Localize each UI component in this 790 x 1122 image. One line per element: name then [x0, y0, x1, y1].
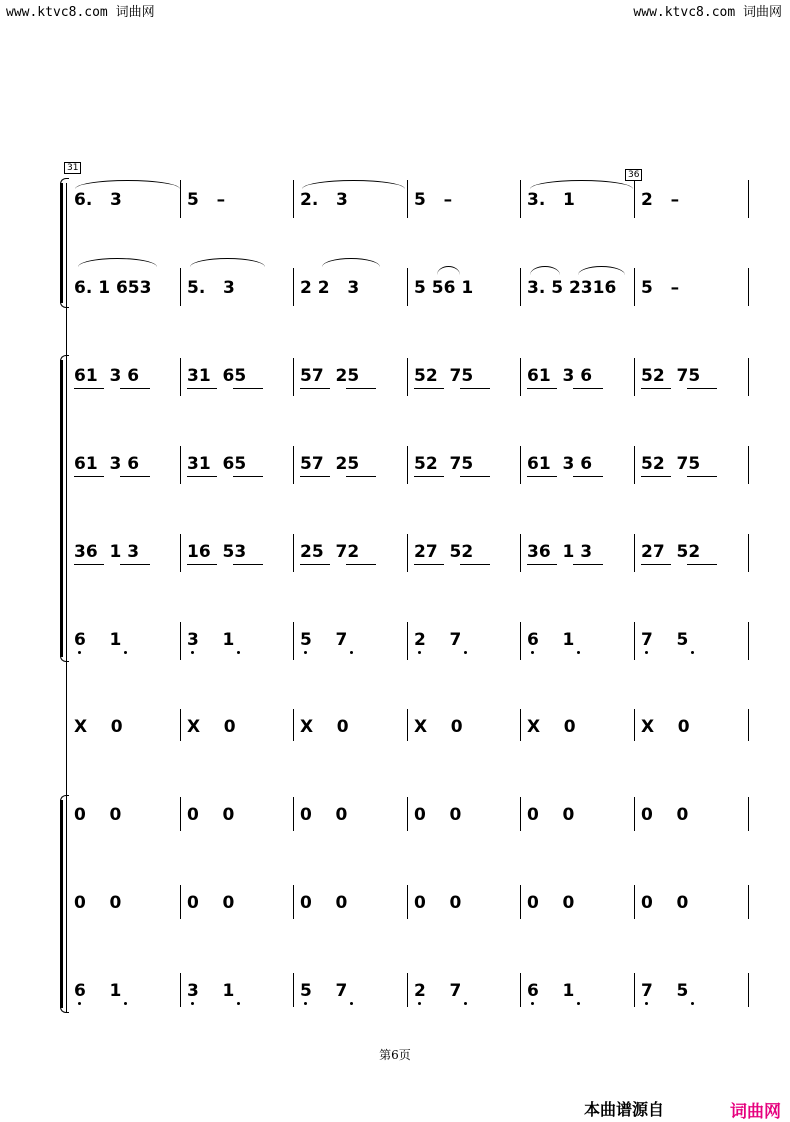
bar-line — [520, 797, 521, 831]
beam-underline — [120, 388, 150, 389]
bar-line — [180, 358, 181, 396]
staff-row — [0, 542, 790, 572]
beam-underline — [346, 476, 376, 477]
measure-notes: 52 75 — [414, 366, 474, 386]
beam-underline — [527, 388, 557, 389]
measure-notes: 61 3 6 — [527, 366, 593, 386]
octave-dot — [237, 1002, 240, 1005]
slur — [190, 258, 265, 267]
bar-line — [293, 622, 294, 660]
octave-dot — [418, 1002, 421, 1005]
beam-underline — [300, 476, 330, 477]
measure-notes: 7 5 — [641, 630, 689, 650]
beam-underline — [187, 476, 217, 477]
watermark-right: www.ktvc8.com 词曲网 — [633, 5, 782, 20]
beam-underline — [687, 476, 717, 477]
measure-notes: 25 72 — [300, 542, 360, 562]
measure-notes: 2 7 — [414, 981, 462, 1001]
beam-underline — [74, 476, 104, 477]
bar-line — [748, 973, 749, 1007]
beam-underline — [414, 476, 444, 477]
bar-line — [634, 885, 635, 919]
bar-line — [407, 885, 408, 919]
measure-notes: 36 1 3 — [527, 542, 593, 562]
bar-line — [180, 973, 181, 1007]
bar-line — [407, 446, 408, 484]
beam-underline — [460, 564, 490, 565]
beam-underline — [120, 564, 150, 565]
beam-underline — [527, 564, 557, 565]
measure-notes: 5 7 — [300, 981, 348, 1001]
bar-line — [180, 797, 181, 831]
octave-dot — [304, 1002, 307, 1005]
octave-dot — [645, 651, 648, 654]
bar-line — [520, 885, 521, 919]
staff-row — [0, 278, 790, 308]
measure-notes: 0 0 — [187, 805, 235, 825]
staff-row — [0, 981, 790, 1011]
measure-notes: 36 1 3 — [74, 542, 140, 562]
octave-dot — [124, 651, 127, 654]
beam-underline — [573, 564, 603, 565]
slur — [530, 180, 633, 189]
beam-underline — [300, 564, 330, 565]
measure-notes: 16 53 — [187, 542, 247, 562]
octave-dot — [350, 651, 353, 654]
measure-notes: 5. 3 — [187, 278, 235, 298]
measure-notes: 57 25 — [300, 366, 360, 386]
source-label: 本曲谱源自 — [584, 1100, 665, 1119]
bar-line — [293, 268, 294, 306]
measure-notes: X 0 — [414, 717, 463, 737]
staff-row — [0, 366, 790, 396]
octave-dot — [78, 651, 81, 654]
octave-dot — [531, 1002, 534, 1005]
measure-notes: 0 0 — [300, 805, 348, 825]
bar-line — [180, 180, 181, 218]
octave-dot — [237, 651, 240, 654]
beam-underline — [233, 476, 263, 477]
beam-underline — [687, 564, 717, 565]
beam-underline — [187, 388, 217, 389]
beam-underline — [74, 388, 104, 389]
beam-underline — [300, 388, 330, 389]
measure-notes: 31 65 — [187, 454, 247, 474]
bar-line — [407, 622, 408, 660]
bar-line — [634, 534, 635, 572]
bar-line — [180, 268, 181, 306]
measure-notes: X 0 — [527, 717, 576, 737]
bar-line — [748, 358, 749, 396]
measure-notes: 0 0 — [74, 805, 122, 825]
staff-row — [0, 805, 790, 835]
bar-line — [520, 358, 521, 396]
slur — [78, 258, 157, 267]
measure-notes: X 0 — [300, 717, 349, 737]
bar-line — [634, 446, 635, 484]
bar-line — [180, 622, 181, 660]
measure-notes: 61 3 6 — [74, 454, 140, 474]
measure-notes: X 0 — [187, 717, 236, 737]
octave-dot — [304, 651, 307, 654]
beam-underline — [120, 476, 150, 477]
beam-underline — [641, 388, 671, 389]
measure-notes: 3. 5 2316 — [527, 278, 617, 298]
bar-line — [520, 622, 521, 660]
measure-number-31: 31 — [64, 162, 81, 174]
bar-line — [407, 268, 408, 306]
octave-dot — [191, 1002, 194, 1005]
beam-underline — [460, 388, 490, 389]
bar-line — [293, 885, 294, 919]
bar-line — [520, 268, 521, 306]
measure-notes: 5 7 — [300, 630, 348, 650]
measure-notes: 0 0 — [414, 805, 462, 825]
measure-notes: 52 75 — [414, 454, 474, 474]
octave-dot — [464, 1002, 467, 1005]
measure-notes: 6. 1 653 — [74, 278, 152, 298]
measure-number-36: 36 — [625, 169, 642, 181]
beam-underline — [346, 564, 376, 565]
staff-row — [0, 454, 790, 484]
measure-notes: 2 – — [641, 190, 680, 210]
measure-notes: 5 – — [187, 190, 226, 210]
bar-line — [293, 797, 294, 831]
octave-dot — [531, 651, 534, 654]
beam-underline — [573, 476, 603, 477]
beam-underline — [641, 564, 671, 565]
beam-underline — [687, 388, 717, 389]
measure-notes: 7 5 — [641, 981, 689, 1001]
staff-row — [0, 630, 790, 660]
octave-dot — [78, 1002, 81, 1005]
bar-line — [520, 973, 521, 1007]
measure-notes: X 0 — [641, 717, 690, 737]
bar-line — [634, 180, 635, 218]
watermark-left: www.ktvc8.com 词曲网 — [6, 5, 155, 20]
beam-underline — [573, 388, 603, 389]
slur — [322, 258, 380, 267]
slur — [75, 180, 180, 189]
beam-underline — [414, 564, 444, 565]
measure-notes: 0 0 — [641, 805, 689, 825]
measure-notes: 5 56 1 — [414, 278, 474, 298]
slur — [302, 180, 405, 189]
octave-dot — [350, 1002, 353, 1005]
bar-line — [634, 622, 635, 660]
bar-line — [748, 446, 749, 484]
measure-notes: 0 0 — [641, 893, 689, 913]
bar-line — [293, 180, 294, 218]
bar-line — [748, 709, 749, 741]
measure-notes: 27 52 — [414, 542, 474, 562]
measure-notes: 6 1 — [74, 630, 122, 650]
measure-notes: 6. 3 — [74, 190, 122, 210]
bar-line — [748, 180, 749, 218]
bar-line — [748, 268, 749, 306]
octave-dot — [124, 1002, 127, 1005]
measure-notes: 0 0 — [74, 893, 122, 913]
measure-notes: X 0 — [74, 717, 123, 737]
measure-notes: 0 0 — [527, 893, 575, 913]
slur — [578, 266, 625, 275]
measure-notes: 61 3 6 — [527, 454, 593, 474]
measure-notes: 6 1 — [74, 981, 122, 1001]
measure-notes: 5 – — [414, 190, 453, 210]
measure-notes: 2. 3 — [300, 190, 348, 210]
bar-line — [748, 885, 749, 919]
measure-notes: 2 2 3 — [300, 278, 360, 298]
bar-line — [634, 358, 635, 396]
beam-underline — [233, 388, 263, 389]
page-number: 第6页 — [379, 1048, 411, 1062]
beam-underline — [414, 388, 444, 389]
system-bracket-middle — [60, 360, 69, 657]
measure-notes: 0 0 — [527, 805, 575, 825]
bar-line — [634, 709, 635, 741]
beam-underline — [233, 564, 263, 565]
measure-notes: 6 1 — [527, 981, 575, 1001]
beam-underline — [187, 564, 217, 565]
bar-line — [293, 446, 294, 484]
measure-notes: 31 65 — [187, 366, 247, 386]
octave-dot — [418, 651, 421, 654]
bar-line — [180, 446, 181, 484]
bar-line — [293, 534, 294, 572]
bar-line — [407, 709, 408, 741]
bar-line — [407, 973, 408, 1007]
bar-line — [407, 534, 408, 572]
bar-line — [748, 534, 749, 572]
site-logo: 词曲网 — [730, 1102, 781, 1122]
bar-line — [293, 358, 294, 396]
bar-line — [520, 534, 521, 572]
beam-underline — [460, 476, 490, 477]
octave-dot — [691, 1002, 694, 1005]
measure-notes: 3 1 — [187, 981, 235, 1001]
bar-line — [634, 268, 635, 306]
slur — [530, 266, 560, 275]
bar-line — [407, 180, 408, 218]
staff-row — [0, 893, 790, 923]
bar-line — [748, 622, 749, 660]
bar-line — [180, 534, 181, 572]
measure-notes: 3 1 — [187, 630, 235, 650]
bar-line — [180, 709, 181, 741]
measure-notes: 57 25 — [300, 454, 360, 474]
staff-row — [0, 717, 790, 747]
bar-line — [520, 709, 521, 741]
beam-underline — [74, 564, 104, 565]
measure-notes: 5 – — [641, 278, 680, 298]
bar-line — [748, 797, 749, 831]
octave-dot — [645, 1002, 648, 1005]
bar-line — [180, 885, 181, 919]
measure-notes: 61 3 6 — [74, 366, 140, 386]
bar-line — [407, 797, 408, 831]
bar-line — [520, 180, 521, 218]
bar-line — [293, 973, 294, 1007]
measure-notes: 0 0 — [300, 893, 348, 913]
bar-line — [520, 446, 521, 484]
measure-notes: 52 75 — [641, 366, 701, 386]
octave-dot — [191, 651, 194, 654]
measure-notes: 2 7 — [414, 630, 462, 650]
octave-dot — [691, 651, 694, 654]
measure-notes: 3. 1 — [527, 190, 575, 210]
measure-notes: 27 52 — [641, 542, 701, 562]
bar-line — [634, 973, 635, 1007]
bar-line — [407, 358, 408, 396]
measure-notes: 0 0 — [414, 893, 462, 913]
bar-line — [634, 797, 635, 831]
staff-row — [0, 190, 790, 220]
octave-dot — [577, 1002, 580, 1005]
beam-underline — [527, 476, 557, 477]
octave-dot — [577, 651, 580, 654]
bar-line — [293, 709, 294, 741]
octave-dot — [464, 651, 467, 654]
slur — [437, 266, 460, 275]
beam-underline — [641, 476, 671, 477]
measure-notes: 52 75 — [641, 454, 701, 474]
measure-notes: 0 0 — [187, 893, 235, 913]
measure-notes: 6 1 — [527, 630, 575, 650]
beam-underline — [346, 388, 376, 389]
